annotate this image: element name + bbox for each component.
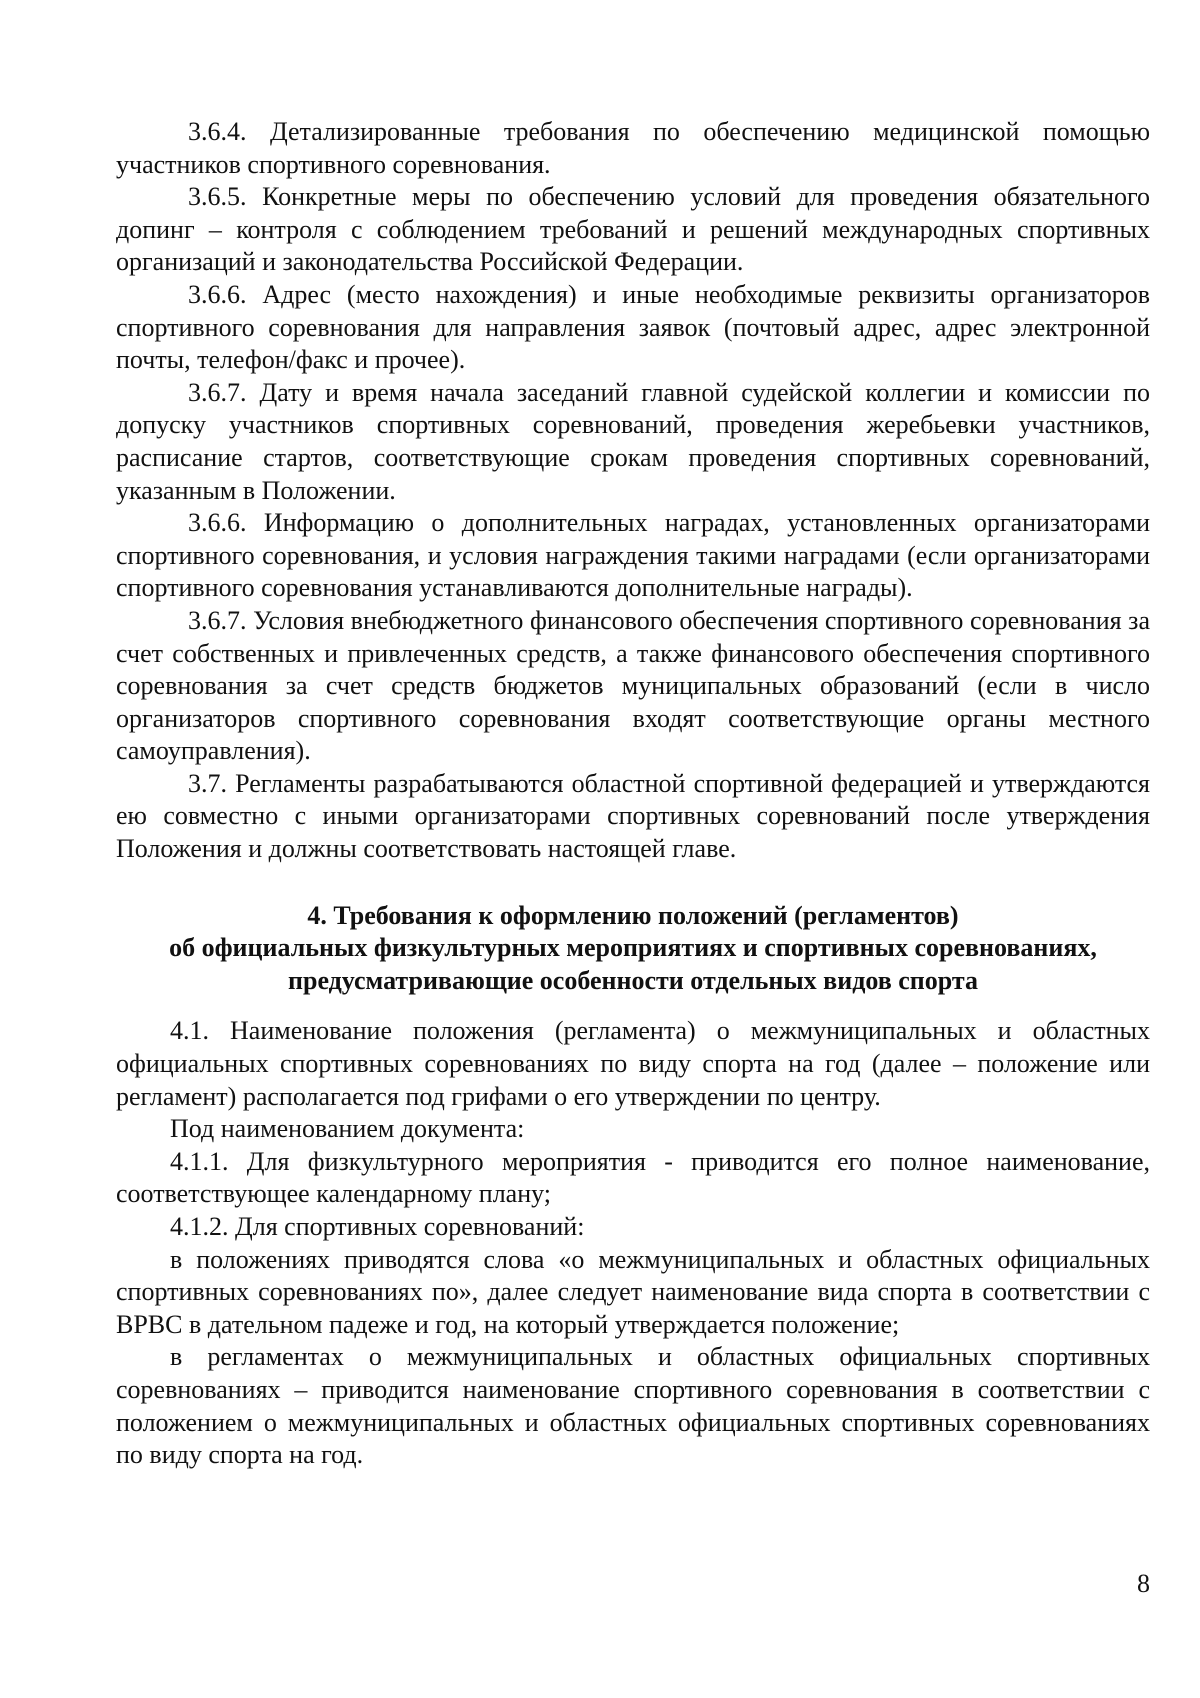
paragraph-3-7: 3.7. Регламенты разрабатываются областной спортивной федерацией и утверждаются ею совместно с иными организаторами спортивных соревнований после утверждения Положения и должны соответствовать настоящей главе.	[116, 768, 1150, 864]
paragraph-3-6-6-address: 3.6.6. Адрес (место нахождения) и иные необходимые реквизиты организаторов спортивного соревнования для направления заявок (почтовый адрес, адрес электронной почты, телефон/факс и прочее).	[116, 279, 1150, 375]
section-4-heading-line-2: об официальных физкультурных мероприятиях и спортивных соревнованиях,	[169, 933, 1097, 963]
paragraph-4-1-1: 4.1.1. Для физкультурного мероприятия - приводится его полное наименование, соответствующее календарному плану;	[116, 1146, 1150, 1209]
section-4-heading	[116, 900, 1150, 998]
paragraph-3-6-7-financing: 3.6.7. Условия внебюджетного финансового обеспечения спортивного соревнования за счет собственных и привлеченных средств, а также финансового обеспечения спортивного соревнования за счет средств бюджетов муниципальных образований (если в число организаторов спортивного соревнования входят соответствующие органы местного самоуправления).	[116, 605, 1150, 766]
paragraph-4-1: 4.1. Наименование положения (регламента) о межмуниципальных и областных официальных спортивных соревнованиях по виду спорта на год (далее – положение или регламент) располагается под грифами о его утверждении по центру.	[116, 1016, 1150, 1111]
paragraph-3-6-7-schedule: 3.6.7. Дату и время начала заседаний главной судейской коллегии и комиссии по допуску участников спортивных соревнований, проведения жеребьевки участников, расписание стартов, соответствующие срокам проведения спортивных соревнований, указанным в Положении.	[116, 377, 1150, 505]
paragraph-in-positions: в положениях приводятся слова «о межмуниципальных и областных официальных спортивных соревнованиях по», далее следует наименование вида спорта в соответствии с ВРВС в дательном падеже и год, на который утверждается положение;	[116, 1244, 1150, 1339]
page-number: 8	[1137, 1569, 1150, 1598]
paragraph-4-1-2: 4.1.2. Для спортивных соревнований:	[170, 1212, 585, 1241]
section-4-heading-line-1: 4. Требования к оформлению положений (регламентов)	[307, 900, 959, 930]
document-page	[116, 116, 1150, 1472]
paragraph-3-6-4: 3.6.4. Детализированные требования по обеспечению медицинской помощью участников спортивного соревнования.	[116, 117, 1150, 179]
section-4-heading-line-3: предусматривающие особенности отдельных видов спорта	[288, 965, 978, 995]
paragraph-3-6-5: 3.6.5. Конкретные меры по обеспечению условий для проведения обязательного допинг – контроля с соблюдением требований и решений международных спортивных организаций и законодательства Российской Федерации.	[116, 182, 1150, 277]
paragraph-in-regulations: в регламентах о межмуниципальных и областных официальных спортивных соревнованиях – приводится наименование спортивного соревнования в соответствии с положением о межмуниципальных и областных официальных спортивных соревнованиях по виду спорта на год.	[116, 1342, 1150, 1470]
paragraph-3-6-6-awards: 3.6.6. Информацию о дополнительных наградах, установленных организаторами спортивного соревнования, и условия награждения такими наградами (если организаторами спортивного соревнования устанавливаются дополнительные награды).	[116, 508, 1150, 603]
paragraph-under-name: Под наименованием документа:	[170, 1114, 525, 1144]
